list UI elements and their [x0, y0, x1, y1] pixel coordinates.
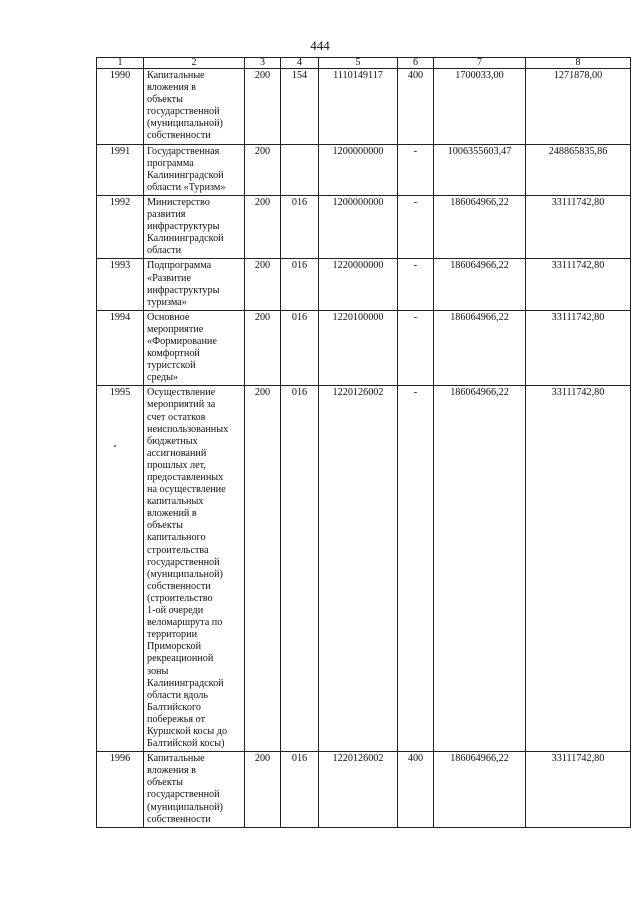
column-header: 1 — [97, 58, 144, 69]
column-header: 2 — [144, 58, 245, 69]
description-line: Подпрограмма — [147, 260, 212, 272]
description-line: инфраструктуры — [147, 284, 220, 296]
cell-col5: 1110149117 — [319, 69, 398, 145]
cell-col7: 186064966,22 — [434, 310, 526, 386]
description-line: Балтийского — [147, 701, 201, 713]
description-line: территории — [147, 629, 198, 641]
page-number: 444 — [310, 38, 330, 53]
description-line: объекты — [147, 520, 183, 532]
row-description — [144, 259, 245, 310]
description-line: ассигнований — [147, 447, 207, 459]
description-line: мероприятие — [147, 323, 204, 335]
cell-col8: 33111742,80 — [526, 195, 631, 258]
cell-col3: 200 — [245, 752, 281, 828]
description-line: Капитальные — [147, 70, 205, 81]
description-line: Капитальные — [147, 753, 205, 765]
cell-col6: 400 — [398, 752, 434, 828]
scan-speck — [114, 445, 116, 447]
cell-col5: 1200000000 — [319, 144, 398, 195]
row-number: 1994 — [97, 310, 144, 386]
description-line: среды» — [147, 372, 179, 384]
cell-col5: 1220126002 — [319, 386, 398, 752]
row-description — [144, 752, 245, 828]
description-line: области — [147, 245, 182, 257]
description-line: счет остатков — [147, 411, 206, 423]
description-line: веломаршрута по — [147, 617, 223, 629]
table-row — [97, 195, 631, 258]
description-line: Приморской — [147, 641, 202, 653]
description-line: 1-ой очереди — [147, 605, 204, 617]
cell-col5: 1220126002 — [319, 752, 398, 828]
cell-col7: 186064966,22 — [434, 386, 526, 752]
description-line: собственности — [147, 580, 211, 592]
description-line: на осуществление — [147, 484, 226, 496]
table-row — [97, 386, 631, 752]
description-line: «Развитие — [147, 272, 191, 284]
description-line: государственной — [147, 556, 220, 568]
row-number: 1992 — [97, 195, 144, 258]
cell-col3: 200 — [245, 69, 281, 145]
row-description — [144, 144, 245, 195]
cell-col8: 33111742,80 — [526, 386, 631, 752]
description-line: Балтийской косы) — [147, 738, 225, 750]
cell-col5: 1220100000 — [319, 310, 398, 386]
cell-col8: 33111742,80 — [526, 310, 631, 386]
description-line: мероприятий за — [147, 399, 216, 411]
description-line: собственности — [147, 813, 211, 825]
cell-col4: 016 — [281, 259, 319, 310]
cell-col7: 186064966,22 — [434, 195, 526, 258]
column-header: 8 — [526, 58, 631, 69]
description-line: области «Туризм» — [147, 181, 226, 193]
cell-col6: - — [398, 144, 434, 195]
column-header: 5 — [319, 58, 398, 69]
cell-col3: 200 — [245, 195, 281, 258]
cell-col8: 1271878,00 — [526, 69, 631, 145]
row-description — [144, 69, 245, 145]
description-line: собственности — [147, 130, 211, 142]
column-header: 7 — [434, 58, 526, 69]
cell-col7: 1700033,00 — [434, 69, 526, 145]
description-line: капитального — [147, 532, 206, 544]
cell-col4: 016 — [281, 752, 319, 828]
row-number: 1993 — [97, 259, 144, 310]
table-body — [97, 69, 631, 828]
cell-col7: 186064966,22 — [434, 752, 526, 828]
row-number: 1996 — [97, 752, 144, 828]
cell-col8: 33111742,80 — [526, 259, 631, 310]
row-description — [144, 386, 245, 752]
header-row — [97, 58, 631, 69]
cell-col8: 33111742,80 — [526, 752, 631, 828]
description-line: инфраструктуры — [147, 221, 220, 233]
cell-col3: 200 — [245, 144, 281, 195]
description-line: вложения в — [147, 765, 196, 777]
table-row — [97, 259, 631, 310]
column-header: 3 — [245, 58, 281, 69]
table-row — [97, 752, 631, 828]
description-line: Министерство — [147, 196, 210, 208]
row-number: 1990 — [97, 69, 144, 145]
cell-col3: 200 — [245, 310, 281, 386]
cell-col7: 1006355603,47 — [434, 144, 526, 195]
description-line: туризма» — [147, 296, 187, 308]
description-line: государственной — [147, 106, 220, 118]
cell-col3: 200 — [245, 259, 281, 310]
cell-col6: - — [398, 310, 434, 386]
description-line: Осуществление — [147, 387, 216, 399]
description-line: комфортной — [147, 348, 200, 360]
description-line: объекты — [147, 777, 183, 789]
description-line: побережья от — [147, 713, 206, 725]
description-line: «Формирование — [147, 335, 217, 347]
description-line: прошлых лет, — [147, 459, 206, 471]
row-number: 1991 — [97, 144, 144, 195]
table-row — [97, 69, 631, 145]
description-line: (муниципальной) — [147, 568, 223, 580]
cell-col6: 400 — [398, 69, 434, 145]
column-header: 4 — [281, 58, 319, 69]
description-line: туристской — [147, 360, 196, 372]
budget-table — [96, 57, 631, 828]
column-header: 6 — [398, 58, 434, 69]
description-line: зоны — [147, 665, 169, 677]
description-line: (муниципальной) — [147, 801, 223, 813]
description-line: капитальных — [147, 496, 204, 508]
description-line: Калининградской — [147, 169, 224, 181]
description-line: рекреационной — [147, 653, 214, 665]
cell-col5: 1220000000 — [319, 259, 398, 310]
cell-col6: - — [398, 386, 434, 752]
description-line: развития — [147, 209, 186, 221]
row-number: 1995 — [97, 386, 144, 752]
description-line: Калининградской — [147, 233, 224, 245]
description-line: Куршской косы до — [147, 725, 228, 737]
cell-col3: 200 — [245, 386, 281, 752]
description-line: Государственная — [147, 145, 220, 157]
cell-col4: 016 — [281, 310, 319, 386]
cell-col4: 016 — [281, 195, 319, 258]
table-row — [97, 144, 631, 195]
description-line: предоставленных — [147, 472, 224, 483]
row-description — [144, 195, 245, 258]
description-line: строительства — [147, 544, 209, 556]
description-line: области вдоль — [147, 689, 209, 701]
cell-col8: 248865835,86 — [526, 144, 631, 195]
cell-col7: 186064966,22 — [434, 259, 526, 310]
cell-col4: 016 — [281, 386, 319, 752]
description-line: вложений в — [147, 508, 197, 520]
cell-col4: 154 — [281, 69, 319, 145]
table-row — [97, 310, 631, 386]
description-line: вложения в — [147, 82, 196, 94]
description-line: программа — [147, 157, 194, 169]
cell-col6: - — [398, 195, 434, 258]
cell-col6: - — [398, 259, 434, 310]
description-line: Калининградской — [147, 677, 224, 689]
description-line: государственной — [147, 789, 220, 801]
description-line: (муниципальной) — [147, 118, 223, 130]
row-description — [144, 310, 245, 386]
description-line: объекты — [147, 94, 183, 106]
cell-col4 — [281, 144, 319, 195]
description-line: неиспользованных — [147, 423, 229, 435]
description-line: Основное — [147, 311, 190, 323]
description-line: (строительство — [147, 592, 213, 604]
cell-col5: 1200000000 — [319, 195, 398, 258]
description-line: бюджетных — [147, 435, 198, 447]
